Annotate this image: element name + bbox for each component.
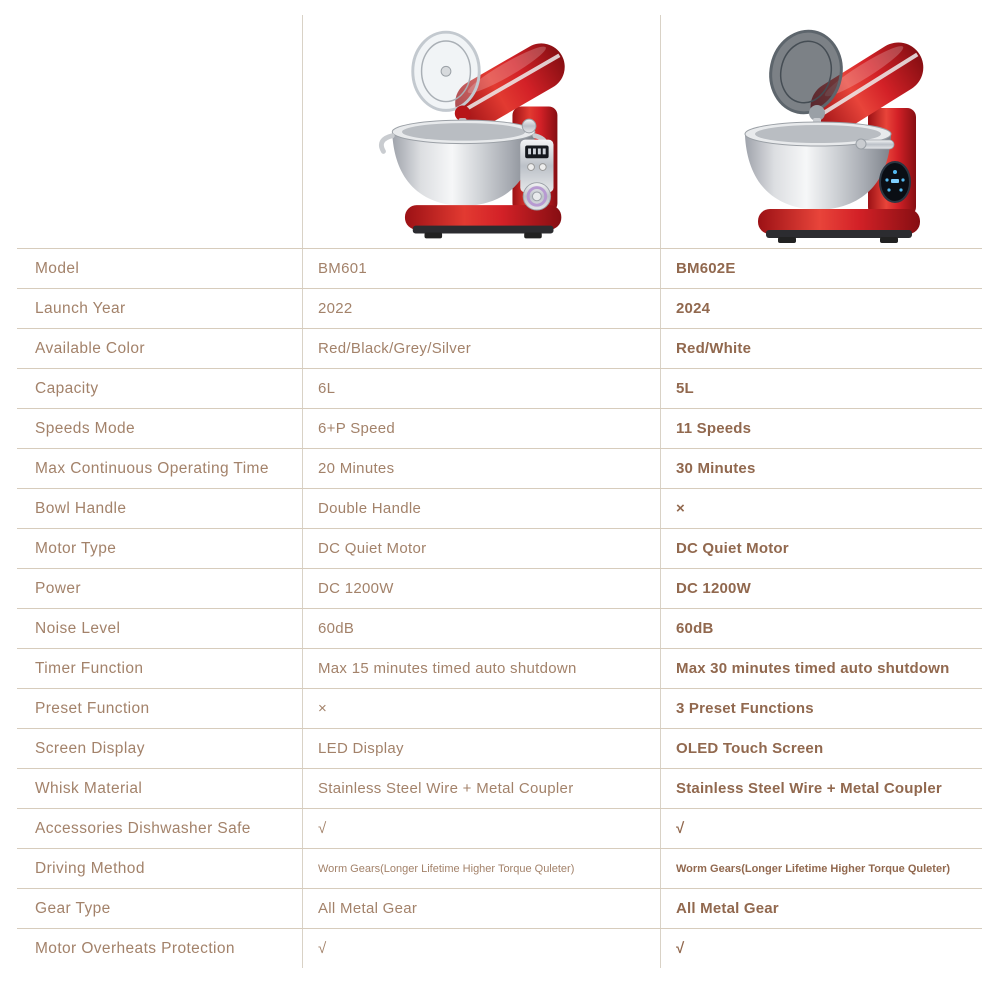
product-image-bm602e xyxy=(714,10,934,249)
spec-label: Max Continuous Operating Time xyxy=(35,459,269,477)
spec-value-bm602e: × xyxy=(676,500,685,517)
spec-value-bm602e: √ xyxy=(676,820,685,837)
spec-value-bm601: BM601 xyxy=(318,260,368,277)
spec-value-bm601: 60dB xyxy=(318,620,355,637)
spec-value-bm602e: 60dB xyxy=(676,620,714,637)
spec-value-bm601: √ xyxy=(318,820,327,837)
spec-label: Power xyxy=(35,579,81,597)
spec-label: Motor Type xyxy=(35,539,117,557)
spec-value-bm602e: BM602E xyxy=(676,260,736,277)
spec-label: Speeds Mode xyxy=(35,419,136,437)
spec-value-bm601: Double Handle xyxy=(318,500,422,517)
spec-label: Motor Overheats Protection xyxy=(35,939,235,957)
spec-value-bm602e: Worm Gears(Longer Lifetime Higher Torque Quleter) xyxy=(676,862,951,875)
table-row xyxy=(17,368,982,408)
spec-value-bm602e: DC Quiet Motor xyxy=(676,540,789,557)
spec-value-bm601: Stainless Steel Wire + Metal Coupler xyxy=(318,780,574,797)
table-row xyxy=(17,648,982,688)
spec-value-bm601: √ xyxy=(318,940,327,957)
table-row xyxy=(17,248,982,288)
table-row xyxy=(17,528,982,568)
table-row xyxy=(17,808,982,848)
table-row xyxy=(17,448,982,488)
spec-label: Gear Type xyxy=(35,899,111,917)
spec-value-bm602e: 30 Minutes xyxy=(676,460,756,477)
spec-label: Bowl Handle xyxy=(35,499,127,517)
spec-value-bm602e: OLED Touch Screen xyxy=(676,740,824,757)
table-row xyxy=(17,888,982,928)
spec-value-bm601: DC 1200W xyxy=(318,580,394,597)
spec-value-bm601: 20 Minutes xyxy=(318,460,395,477)
stand-mixer-bm601-illustration xyxy=(360,10,575,242)
spec-label: Preset Function xyxy=(35,699,150,717)
spec-value-bm601: Worm Gears(Longer Lifetime Higher Torque Quleter) xyxy=(318,862,575,875)
spec-value-bm601: Red/Black/Grey/Silver xyxy=(318,340,472,357)
table-row xyxy=(17,688,982,728)
spec-label: Capacity xyxy=(35,379,99,397)
spec-label: Timer Function xyxy=(35,659,144,677)
table-row xyxy=(17,848,982,888)
spec-value-bm601: × xyxy=(318,700,328,717)
table-row xyxy=(17,608,982,648)
spec-label: Model xyxy=(35,259,80,277)
spec-value-bm601: 6+P Speed xyxy=(318,420,396,437)
product-image-bm601 xyxy=(360,10,575,247)
table-row xyxy=(17,768,982,808)
table-row xyxy=(17,568,982,608)
spec-value-bm601: All Metal Gear xyxy=(318,900,418,917)
spec-label: Accessories Dishwasher Safe xyxy=(35,819,251,837)
spec-value-bm601: DC Quiet Motor xyxy=(318,540,427,557)
spec-value-bm601: 6L xyxy=(318,380,336,397)
spec-value-bm602e: DC 1200W xyxy=(676,580,751,597)
table-row xyxy=(17,328,982,368)
spec-comparison-table xyxy=(17,248,982,968)
spec-label: Launch Year xyxy=(35,299,126,317)
spec-value-bm602e: 3 Preset Functions xyxy=(676,700,814,717)
spec-value-bm602e: Stainless Steel Wire + Metal Coupler xyxy=(676,780,942,797)
table-row xyxy=(17,728,982,768)
spec-value-bm601: 2022 xyxy=(318,300,353,317)
stand-mixer-bm602e-illustration xyxy=(714,10,934,244)
spec-label: Screen Display xyxy=(35,739,145,757)
spec-value-bm601: Max 15 minutes timed auto shutdown xyxy=(318,660,577,677)
spec-value-bm601: LED Display xyxy=(318,740,404,757)
spec-value-bm602e: Max 30 minutes timed auto shutdown xyxy=(676,660,950,677)
table-row xyxy=(17,928,982,968)
table-row xyxy=(17,488,982,528)
spec-value-bm602e: 5L xyxy=(676,380,694,397)
spec-label: Noise Level xyxy=(35,619,121,637)
spec-value-bm602e: Red/White xyxy=(676,340,752,357)
spec-value-bm602e: All Metal Gear xyxy=(676,900,779,917)
spec-label: Whisk Material xyxy=(35,779,143,797)
spec-value-bm602e: 2024 xyxy=(676,300,711,317)
spec-label: Driving Method xyxy=(35,859,145,877)
spec-value-bm602e: 11 Speeds xyxy=(676,420,752,437)
table-row xyxy=(17,408,982,448)
table-row xyxy=(17,288,982,328)
spec-value-bm602e: √ xyxy=(676,940,685,957)
spec-label: Available Color xyxy=(35,339,145,357)
